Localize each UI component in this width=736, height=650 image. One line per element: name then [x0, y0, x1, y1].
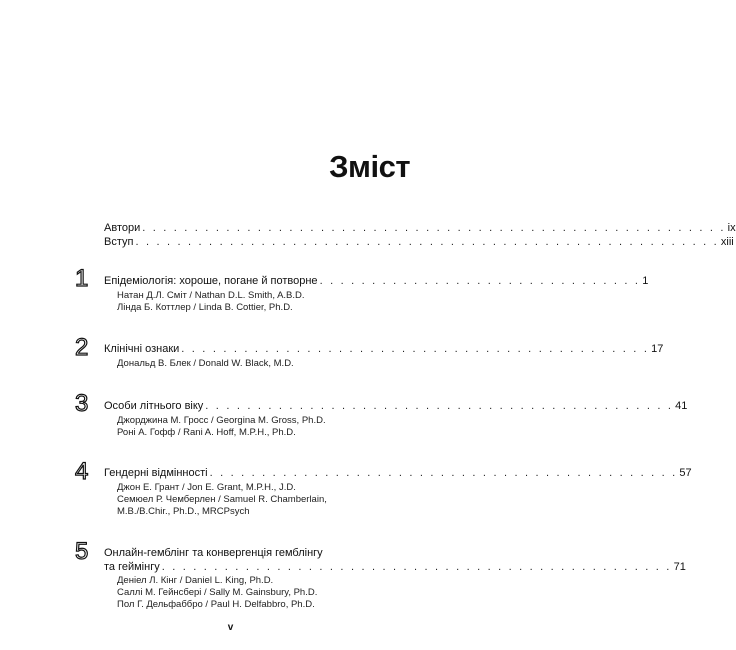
dot-leader: . . . . . . . . . . . . . . . . . . . . . . . . . . . . . . . . . . . . . . . . . . . . .	[205, 400, 674, 412]
dot-leader: . . . . . . . . . . . . . . . . . . . . . . . . . . . . . . . . . . . . . . . . . . . . .	[209, 467, 678, 479]
chapter-number: 1	[75, 265, 89, 292]
toc-chapter-2[interactable]	[104, 342, 664, 356]
page-title: Зміст	[329, 149, 410, 184]
chapter-title: Гендерні відмінності	[104, 467, 208, 479]
chapter-page: 71	[673, 561, 686, 573]
toc-chapter-1[interactable]	[104, 274, 649, 288]
chapter-page: 1	[642, 275, 649, 287]
chapter-author: Деніел Л. Кінг / Daniel L. King, Ph.D.	[117, 575, 274, 586]
page-number: v	[227, 622, 234, 633]
chapter-title: Епідеміологія: хороше, погане й потворне	[104, 275, 318, 287]
chapter-page: 41	[675, 400, 688, 412]
chapter-title: та геймінгу	[104, 561, 160, 573]
chapter-author: Роні А. Гофф / Rani A. Hoff, M.P.H., Ph.D.	[117, 427, 296, 438]
chapter-title: Клінічні ознаки	[104, 343, 180, 355]
chapter-author: M.B./B.Chir., Ph.D., MRCPsych	[117, 506, 250, 517]
chapter-number: 4	[75, 458, 89, 485]
chapter-number: 5	[75, 538, 89, 565]
toc-entry-authors[interactable]	[104, 221, 736, 235]
chapter-page: 57	[679, 467, 692, 479]
toc-chapter-3[interactable]	[104, 399, 688, 413]
dot-leader: . . . . . . . . . . . . . . . . . . . . . . . . . . . . . . .	[319, 275, 641, 287]
chapter-author: Натан Д.Л. Сміт / Nathan D.L. Smith, A.B.D.	[117, 290, 305, 301]
chapter-author: Семюел Р. Чемберлен / Samuel R. Chamberlain,	[117, 494, 327, 505]
dot-leader: . . . . . . . . . . . . . . . . . . . . . . . . . . . . . . . . . . . . . . . . . . . . .	[181, 343, 650, 355]
chapter-author: Джон Е. Грант / Jon E. Grant, M.P.H., J.D.	[117, 482, 296, 493]
chapter-author: Саллі М. Гейнсбері / Sally M. Gainsbury, Ph.D.	[117, 587, 318, 598]
toc-entry-label: Автори	[104, 222, 141, 234]
chapter-title[interactable]: Онлайн-гемблінг та конвергенція гемблінгу	[104, 547, 323, 559]
toc-entry-page: ix	[727, 222, 736, 234]
dot-leader: . . . . . . . . . . . . . . . . . . . . . . . . . . . . . . . . . . . . . . . . . . . . . . . . .	[161, 561, 672, 573]
chapter-title: Особи літнього віку	[104, 400, 204, 412]
toc-chapter-4[interactable]	[104, 466, 692, 480]
toc-chapter-5[interactable]	[104, 560, 686, 574]
chapter-number: 2	[75, 334, 89, 361]
chapter-author: Джорджина М. Гросс / Georgina M. Gross, Ph.D.	[117, 415, 326, 426]
dot-leader: . . . . . . . . . . . . . . . . . . . . . . . . . . . . . . . . . . . . . . . . . . . . . . . . . . . . . . . .	[135, 236, 719, 248]
chapter-author: Пол Г. Дельфаббро / Paul H. Delfabbro, Ph.D.	[117, 599, 315, 610]
chapter-author: Лінда Б. Коттлер / Linda B. Cottier, Ph.D.	[117, 302, 293, 313]
toc-entry-page: xiii	[720, 236, 734, 248]
toc-entry-label: Вступ	[104, 236, 134, 248]
chapter-page: 17	[651, 343, 664, 355]
chapter-number: 3	[75, 390, 89, 417]
dot-leader: . . . . . . . . . . . . . . . . . . . . . . . . . . . . . . . . . . . . . . . . . . . . . . . . . . . . . . . .	[142, 222, 726, 234]
chapter-author: Дональд В. Блек / Donald W. Black, M.D.	[117, 358, 294, 369]
toc-entry-intro[interactable]	[104, 235, 734, 249]
